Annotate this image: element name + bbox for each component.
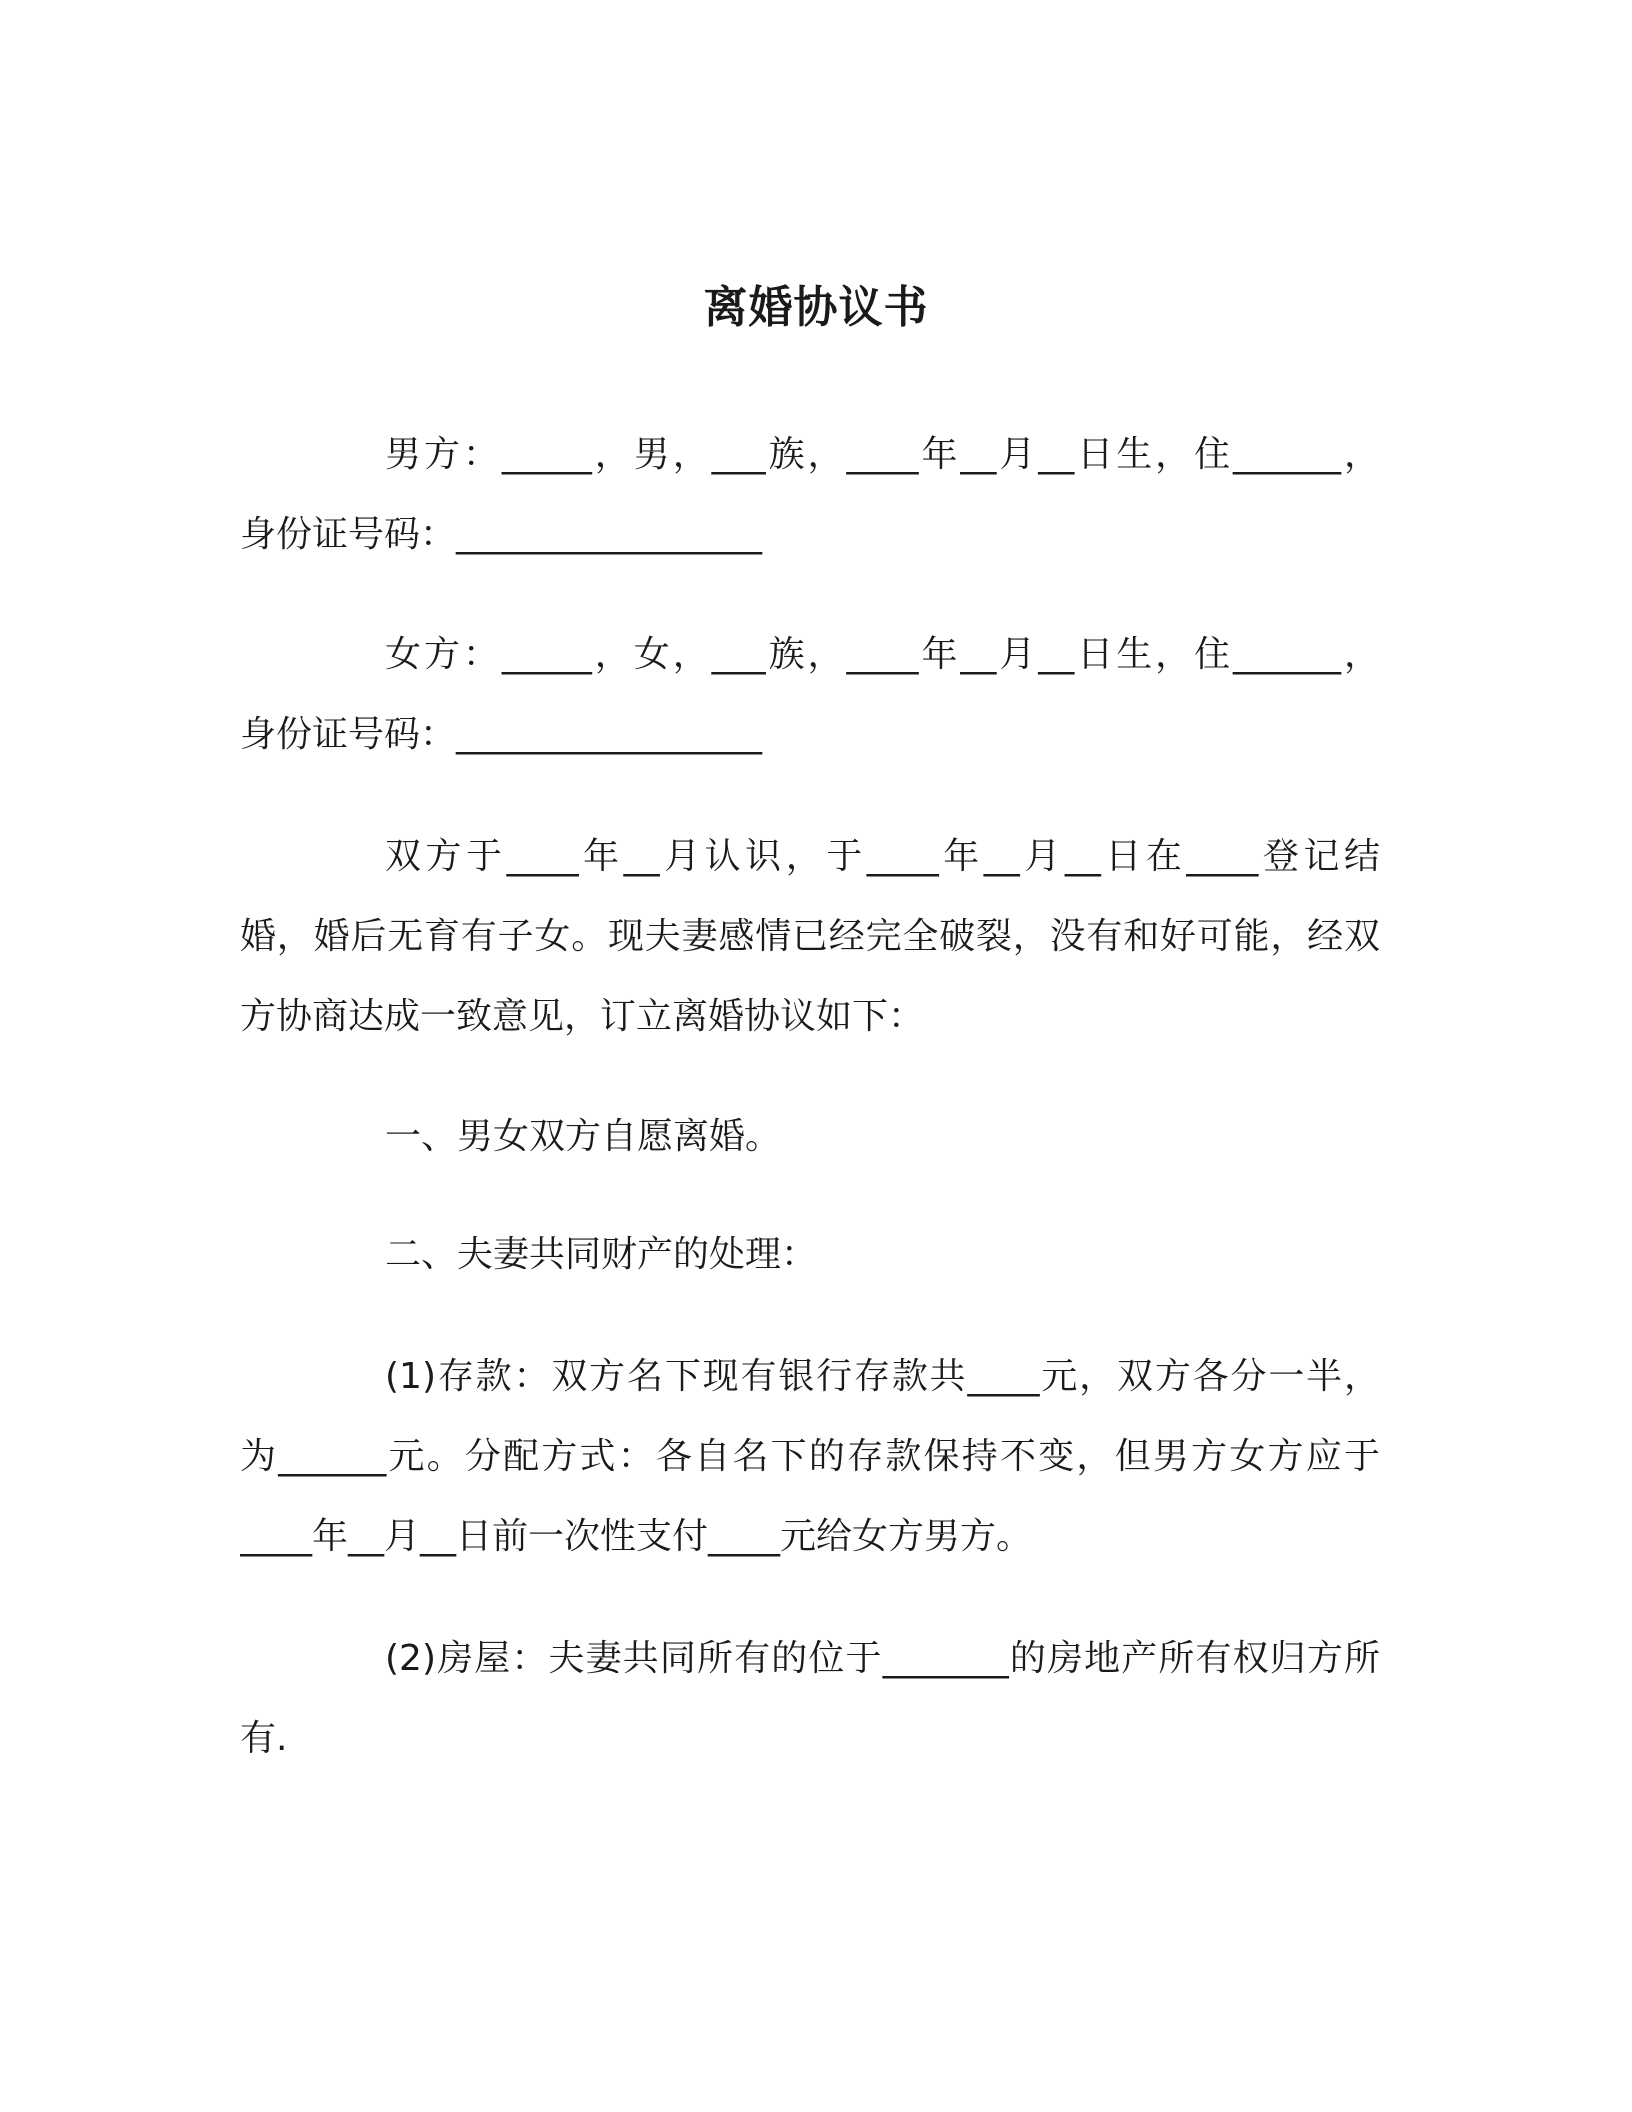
clause-2-heading: 二、夫妻共同财产的处理： (385, 1234, 818, 1275)
male-id-line: 身份证号码：_________________ (240, 514, 763, 555)
deposit-line-1: (1)存款：双方名下现有银行存款共____元，双方各分一半， (385, 1356, 1380, 1397)
document-title: 离婚协议书 (703, 282, 929, 333)
deposit-line-2: 为______元。分配方式：各自名下的存款保持不变，但男方女方应于 (240, 1436, 1380, 1477)
house-line-2: 有. (240, 1718, 288, 1759)
female-party-line: 女方：_____，女，___族，____年__月__日生，住______， (385, 634, 1380, 675)
preamble-line-2: 婚，婚后无育有子女。现夫妻感情已经完全破裂，没有和好可能，经双 (240, 916, 1380, 957)
preamble-line-1: 双方于____年__月认识，于____年__月__日在____登记结 (385, 836, 1380, 877)
preamble-line-3: 方协商达成一致意见，订立离婚协议如下： (240, 996, 925, 1037)
male-party-line: 男方：_____，男，___族，____年__月__日生，住______， (385, 434, 1380, 475)
house-line-1: (2)房屋：夫妻共同所有的位于_______的房地产所有权归方所 (385, 1638, 1380, 1679)
female-id-line: 身份证号码：_________________ (240, 714, 763, 755)
deposit-line-3: ____年__月__日前一次性支付____元给女方男方。 (240, 1516, 1033, 1557)
clause-1: 一、男女双方自愿离婚。 (385, 1116, 782, 1157)
